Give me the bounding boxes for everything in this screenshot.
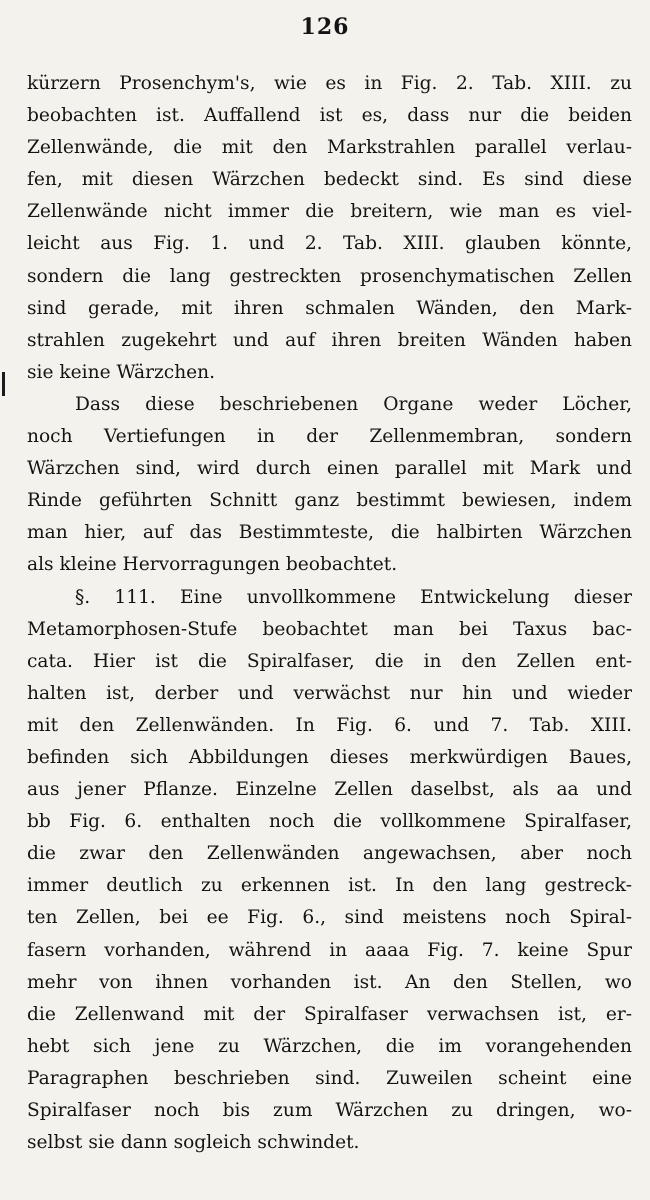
- text-line: sind gerade, mit ihren schmalen Wänden, den Mark-: [27, 297, 632, 319]
- text-line: ten Zellen, bei ee Fig. 6., sind meistens noch Spiral-: [27, 907, 632, 929]
- text-line: strahlen zugekehrt und auf ihren breiten Wänden haben: [27, 329, 632, 351]
- scan-edge-mark: [2, 372, 5, 396]
- text-line: §. 111. Eine unvollkommene Entwickelung dieser: [75, 586, 632, 608]
- text-line: aus jener Pflanze. Einzelne Zellen daselbst, als aa und: [27, 779, 632, 801]
- text-line: fen, mit diesen Wärzchen bedeckt sind. Es sind diese: [27, 169, 632, 191]
- text-line: mehr von ihnen vorhanden ist. An den Stellen, wo: [27, 971, 632, 993]
- text-line: die Zellenwand mit der Spiralfaser verwachsen ist, er-: [27, 1003, 632, 1025]
- text-line: cata. Hier ist die Spiralfaser, die in den Zellen ent-: [27, 650, 632, 672]
- text-line: Paragraphen beschrieben sind. Zuweilen scheint eine: [27, 1067, 632, 1089]
- text-line: man hier, auf das Bestimmteste, die halbirten Wärzchen: [27, 522, 632, 544]
- body-text: [27, 68, 632, 1159]
- text-line: Metamorphosen-Stufe beobachtet man bei Taxus bac-: [27, 618, 632, 640]
- text-line: Rinde geführten Schnitt ganz bestimmt bewiesen, indem: [27, 490, 632, 512]
- text-line: noch Vertiefungen in der Zellenmembran, sondern: [27, 426, 632, 448]
- text-line: halten ist, derber und verwächst nur hin und wieder: [27, 682, 632, 704]
- page-number: 126: [300, 14, 350, 40]
- text-line: leicht aus Fig. 1. und 2. Tab. XIII. glauben könnte,: [27, 233, 632, 255]
- text-line: selbst sie dann sogleich schwindet.: [27, 1132, 360, 1154]
- text-line: beobachten ist. Auffallend ist es, dass nur die beiden: [27, 105, 632, 127]
- text-line: Spiralfaser noch bis zum Wärzchen zu dringen, wo-: [27, 1100, 632, 1121]
- text-line: immer deutlich zu erkennen ist. In den lang gestreck-: [27, 875, 632, 897]
- text-line: hebt sich jene zu Wärzchen, die im vorangehenden: [27, 1035, 632, 1057]
- text-line: kürzern Prosenchym's, wie es in Fig. 2. Tab. XIII. zu: [27, 73, 632, 94]
- text-line: fasern vorhanden, während in aaaa Fig. 7. keine Spur: [27, 939, 632, 961]
- text-line: Dass diese beschriebenen Organe weder Löcher,: [75, 393, 632, 415]
- text-line: Zellenwände, die mit den Markstrahlen parallel verlau-: [27, 137, 632, 159]
- text-line: Zellenwände nicht immer die breitern, wie man es viel-: [27, 201, 632, 223]
- text-line: mit den Zellenwänden. In Fig. 6. und 7. Tab. XIII.: [27, 714, 632, 736]
- text-line: die zwar den Zellenwänden angewachsen, aber noch: [27, 843, 632, 865]
- text-line: Wärzchen sind, wird durch einen parallel mit Mark und: [27, 458, 632, 480]
- text-line: bb Fig. 6. enthalten noch die vollkommene Spiralfaser,: [27, 811, 632, 833]
- text-line: sondern die lang gestreckten prosenchymatischen Zellen: [27, 265, 632, 287]
- text-line: sie keine Wärzchen.: [27, 361, 216, 383]
- text-line: befinden sich Abbildungen dieses merkwürdigen Baues,: [27, 746, 632, 768]
- text-line: als kleine Hervorragungen beobachtet.: [27, 554, 398, 576]
